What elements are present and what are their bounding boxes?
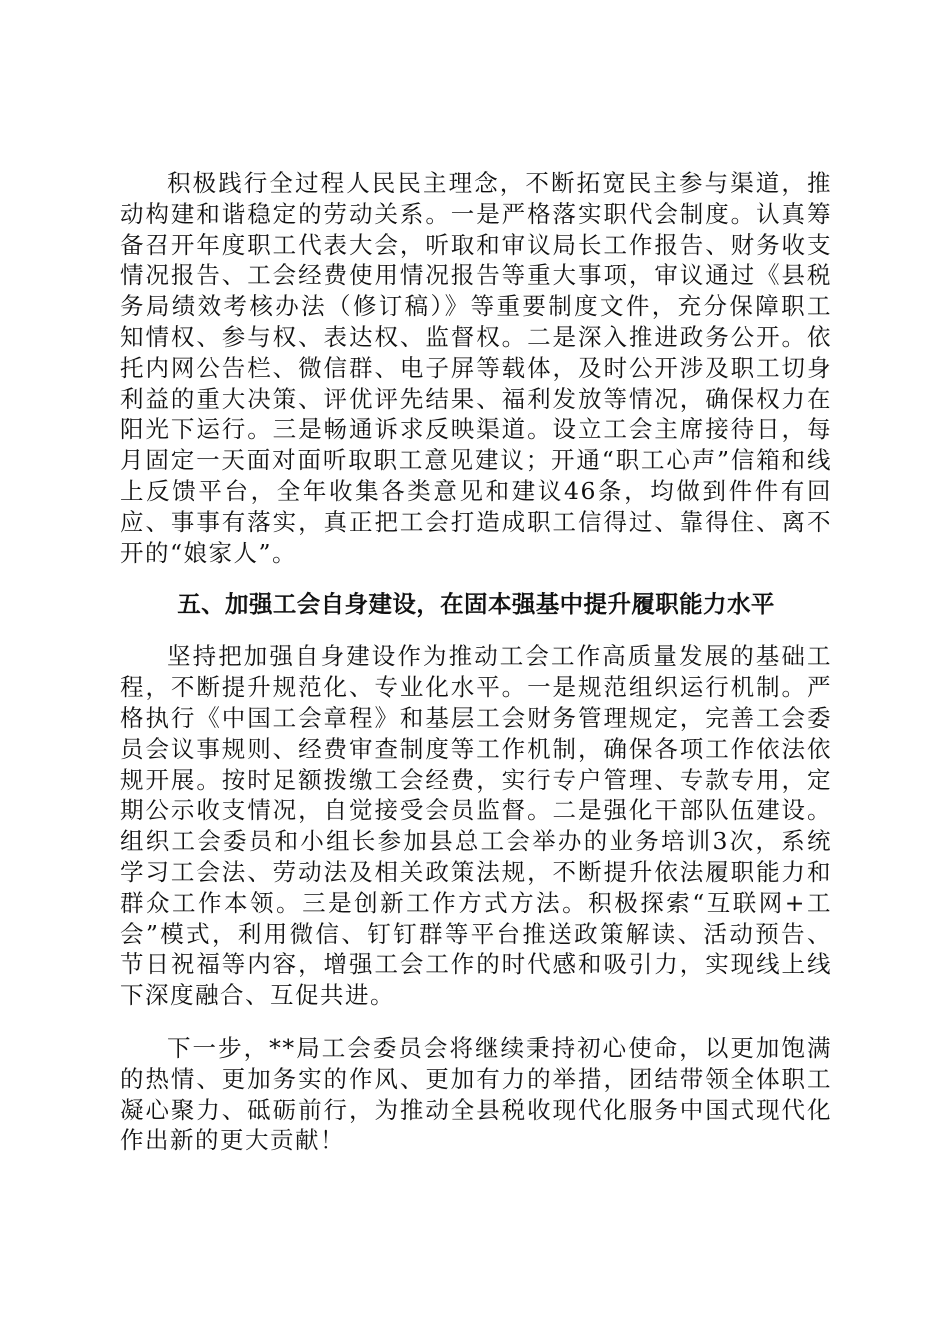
paragraph-democratic-participation: 积极践行全过程人民民主理念，不断拓宽民主参与渠道，推动构建和谐稳定的劳动关系。一是严格落实职代会制度。认真筹备召开年度职工代表大会，听取和审议局长工作报告、财务收支情况报告、工会经费使用情况报告等重大事项，审议通过《县税务局绩效考核办法（修订稿）》等重要制度文件，充分保障职工知情权、参与权、表达权、监督权。二是深入推进政务公开。依托内网公告栏、微信群、电子屏等载体，及时公开涉及职工切身利益的重大决策、评优评先结果、福利发放等情况，确保权力在阳光下运行。三是畅通诉求反映渠道。设立工会主席接待日，每月固定一天面对面听取职工意见建议；开通“职工心声”信箱和线上反馈平台，全年收集各类意见和建议46条，均做到件件有回应、事事有落实，真正把工会打造成职工信得过、靠得住、离不开的“娘家人”。	[120, 169, 832, 567]
section-heading-five: 五、加强工会自身建设，在固本强基中提升履职能力水平	[177, 590, 775, 619]
paragraph-next-steps: 下一步，**局工会委员会将继续秉持初心使命，以更加饱满的热情、更加务实的作风、更加有力的举措，团结带领全体职工凝心聚力、砥砺前行，为推动全县税收现代化服务中国式现代化作出新的更大贡献！	[120, 1033, 832, 1155]
paragraph-self-building: 坚持把加强自身建设作为推动工会工作高质量发展的基础工程，不断提升规范化、专业化水平。一是规范组织运行机制。严格执行《中国工会章程》和基层工会财务管理规定，完善工会委员会议事规则、经费审查制度等工作机制，确保各项工作依法依规开展。按时足额拨缴工会经费，实行专户管理、专款专用，定期公示收支情况，自觉接受会员监督。二是强化干部队伍建设。组织工会委员和小组长参加县总工会举办的业务培训3次，系统学习工会法、劳动法及相关政策法规，不断提升依法履职能力和群众工作本领。三是创新工作方式方法。积极探索“互联网+工会”模式，利用微信、钉钉群等平台推送政策解读、活动预告、节日祝福等内容，增强工会工作的时代感和吸引力，实现线上线下深度融合、互促共进。	[120, 642, 832, 1010]
document-page	[120, 168, 832, 1156]
